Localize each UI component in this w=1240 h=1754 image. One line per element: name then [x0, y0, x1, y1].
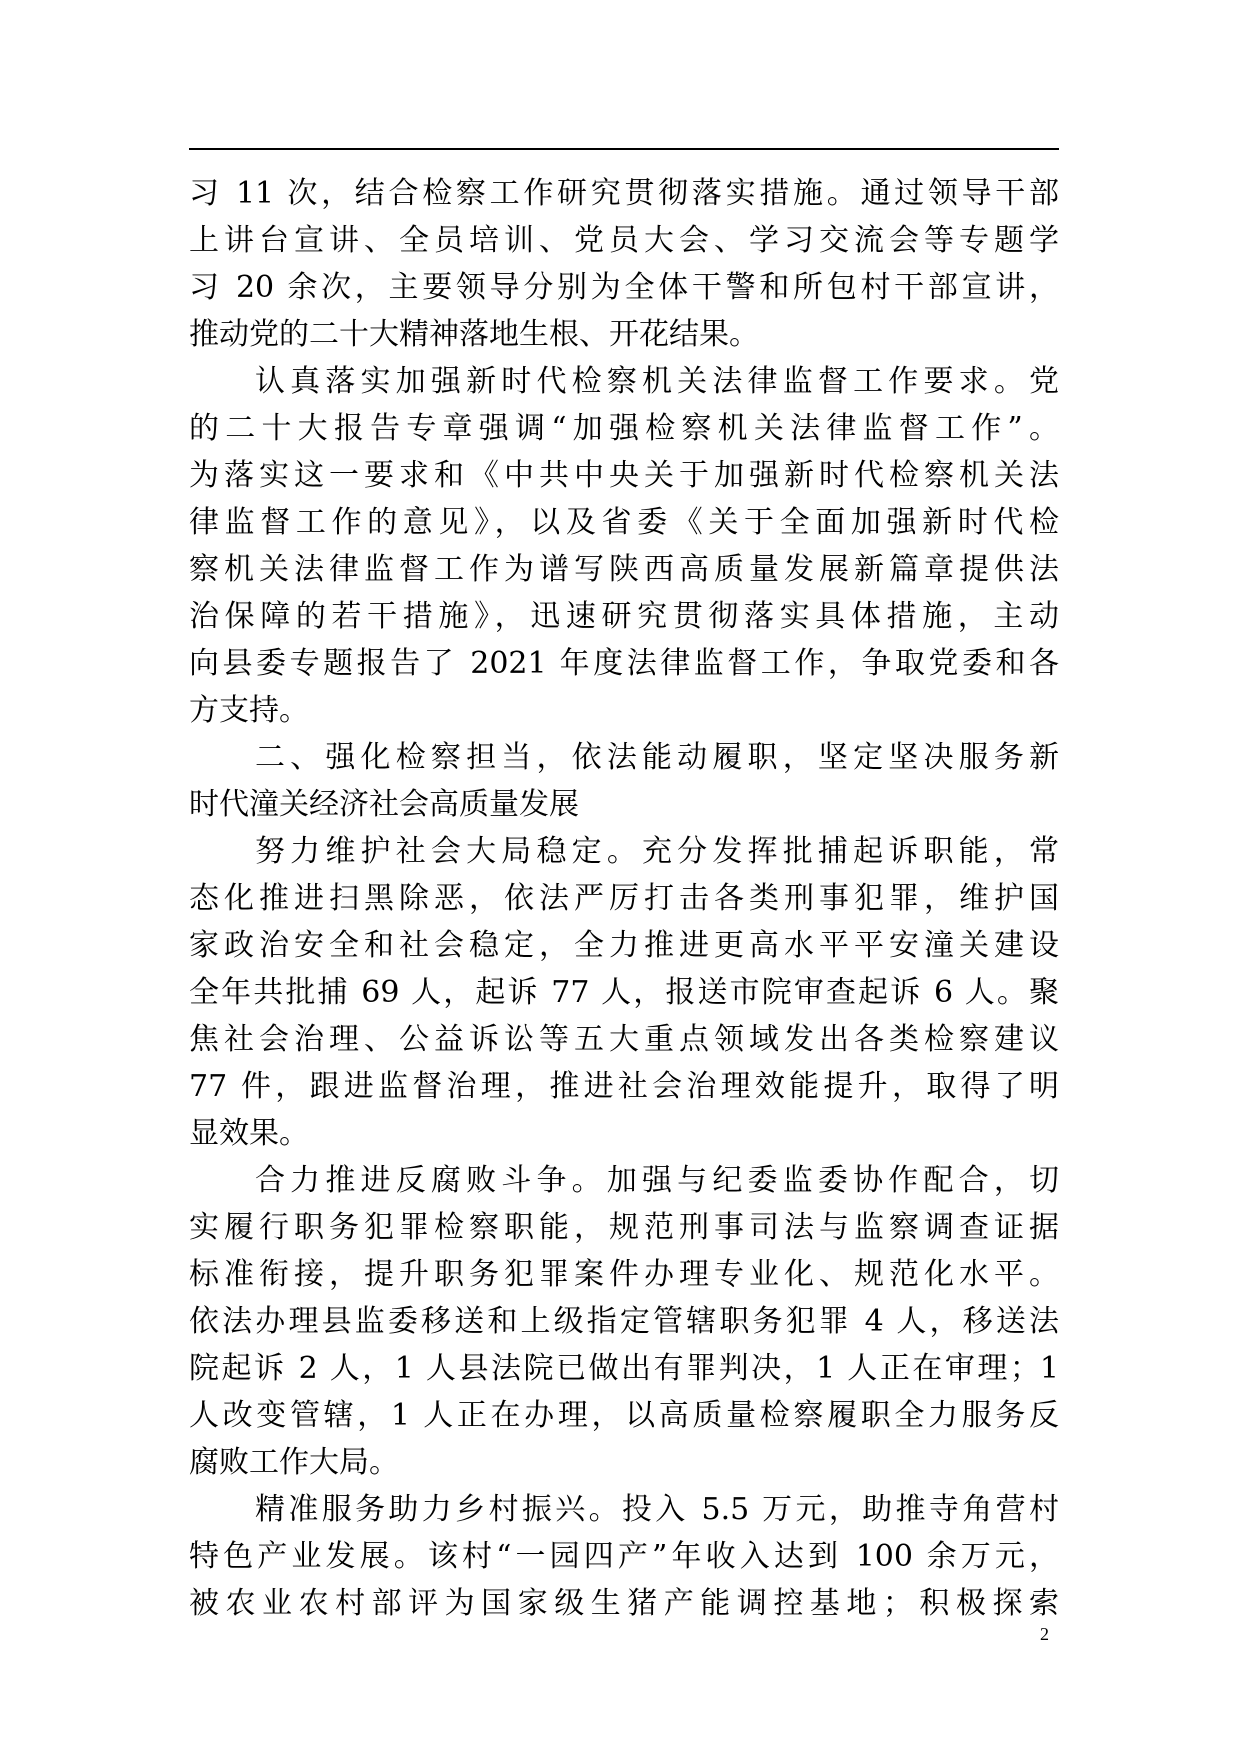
text-line: 特色产业发展。该村“一园四产”年收入达到 100 余万元， [189, 1539, 1059, 1574]
text-line: 家政治安全和社会稳定，全力推进更高水平平安潼关建设 [189, 928, 1059, 963]
text-line: 律监督工作的意见》，以及省委《关于全面加强新时代检 [189, 505, 1059, 540]
text-line: 习 11 次，结合检察工作研究贯彻落实措施。通过领导干部 [189, 176, 1059, 211]
text-line: 合力推进反腐败斗争。加强与纪委监委协作配合，切 [255, 1163, 1059, 1198]
text-line: 的二十大报告专章强调“加强检察机关法律监督工作”。 [189, 411, 1059, 446]
text-line: 向县委专题报告了 2021 年度法律监督工作，争取党委和各 [189, 646, 1059, 681]
body-text [189, 170, 1059, 1627]
text-line: 治保障的若干措施》，迅速研究贯彻落实具体措施，主动 [189, 599, 1059, 634]
text-line: 院起诉 2 人，1 人县法院已做出有罪判决，1 人正在审理；1 [189, 1351, 1059, 1386]
section-heading-line: 时代潼关经济社会高质量发展 [189, 787, 579, 822]
text-line: 显效果。 [189, 1116, 309, 1151]
text-line: 方支持。 [189, 693, 309, 728]
page-number: 2 [1040, 1624, 1049, 1644]
text-line: 努力维护社会大局稳定。充分发挥批捕起诉职能，常 [255, 834, 1059, 869]
text-line: 全年共批捕 69 人，起诉 77 人，报送市院审查起诉 6 人。聚 [189, 975, 1059, 1010]
text-line: 上讲台宣讲、全员培训、党员大会、学习交流会等专题学 [189, 223, 1059, 258]
text-line: 认真落实加强新时代检察机关法律监督工作要求。党 [255, 364, 1059, 399]
text-line: 人改变管辖，1 人正在办理，以高质量检察履职全力服务反 [189, 1398, 1059, 1433]
text-line: 依法办理县监委移送和上级指定管辖职务犯罪 4 人，移送法 [189, 1304, 1059, 1339]
text-line: 推动党的二十大精神落地生根、开花结果。 [189, 317, 759, 352]
text-line: 为落实这一要求和《中共中央关于加强新时代检察机关法 [189, 458, 1059, 493]
text-line: 标准衔接，提升职务犯罪案件办理专业化、规范化水平。 [189, 1257, 1059, 1292]
text-line: 焦社会治理、公益诉讼等五大重点领域发出各类检察建议 [189, 1022, 1059, 1057]
text-line: 被农业农村部评为国家级生猪产能调控基地；积极探索 [189, 1586, 1059, 1621]
text-line: 77 件，跟进监督治理，推进社会治理效能提升，取得了明 [189, 1069, 1059, 1104]
header-rule [189, 148, 1059, 150]
section-heading-line: 二、强化检察担当，依法能动履职，坚定坚决服务新 [255, 740, 1059, 775]
text-line: 精准服务助力乡村振兴。投入 5.5 万元，助推寺角营村 [255, 1492, 1059, 1527]
text-line: 腐败工作大局。 [189, 1445, 399, 1480]
text-line: 态化推进扫黑除恶，依法严厉打击各类刑事犯罪，维护国 [189, 881, 1059, 916]
text-line: 习 20 余次，主要领导分别为全体干警和所包村干部宣讲， [189, 270, 1059, 305]
text-line: 实履行职务犯罪检察职能，规范刑事司法与监察调查证据 [189, 1210, 1059, 1245]
text-line: 察机关法律监督工作为谱写陕西高质量发展新篇章提供法 [189, 552, 1059, 587]
